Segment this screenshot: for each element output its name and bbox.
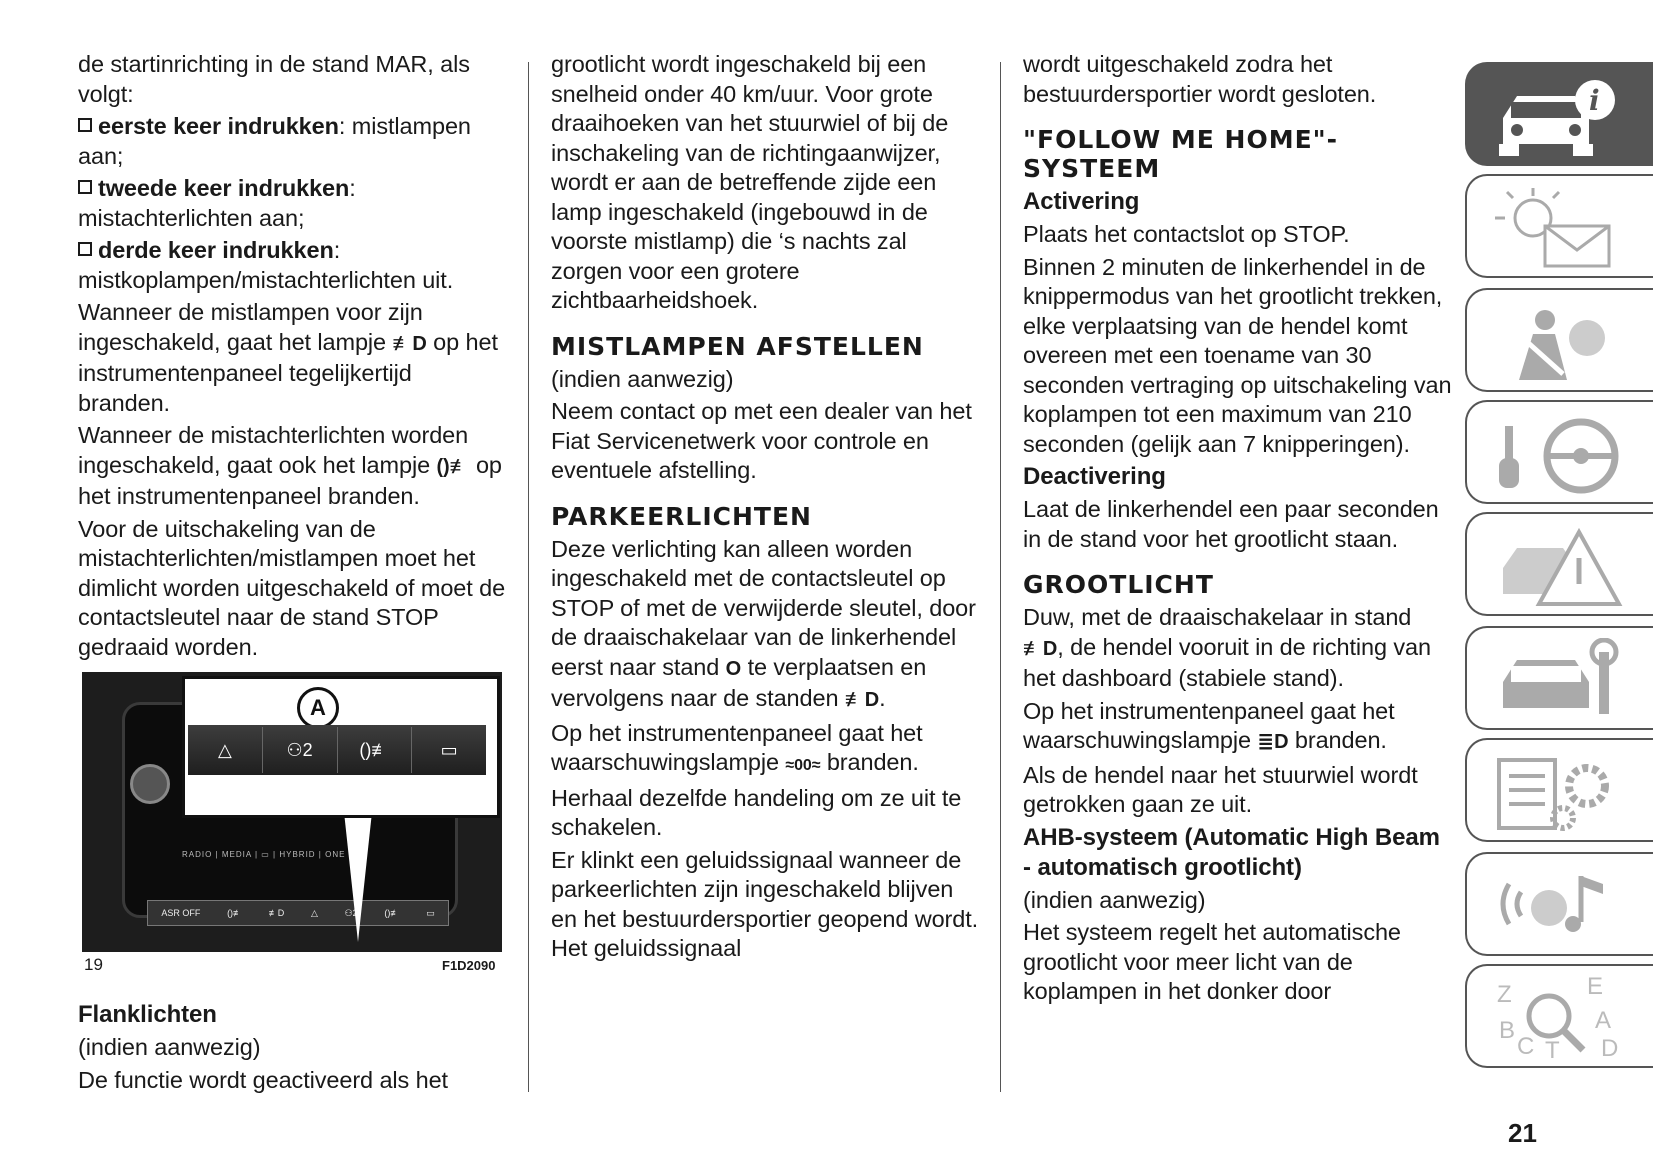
- text: Duw, met de draaischakelaar in stand: [1023, 604, 1412, 630]
- index-letter: E: [1587, 976, 1604, 1000]
- list-item: [78, 174, 508, 233]
- list-item-text: : mistachterlichten aan;: [78, 175, 356, 231]
- column-1: [78, 50, 508, 665]
- hazard-icon: △: [188, 727, 263, 773]
- subheading: AHB-systeem (Automatic High Beam - automatisch grootlicht): [1023, 823, 1440, 881]
- text: op het instrumentenpaneel branden.: [78, 451, 502, 509]
- list-item-text: : mistlampen aan;: [78, 113, 471, 169]
- column-3: [1023, 50, 1453, 1010]
- paragraph: Binnen 2 minuten de linkerhendel in de knippermodus van het grootlicht trekken, elke verplaatsing van de hendel komt overeen met een toename van 30 seconden vertraging op uitschakeling van koplampen tot een maximum van 210 seconden (gelijk aan 7 knipperingen).: [1023, 253, 1452, 457]
- car-info-icon: [1483, 74, 1633, 158]
- paragraph: Laat de linkerhendel een paar seconden in de stand voor het grootlicht staan.: [1023, 496, 1439, 552]
- rear-fog-icon: ()≢: [338, 727, 413, 773]
- tab-index[interactable]: [1465, 964, 1653, 1068]
- text: Op het instrumentenpaneel gaat het waarschuwingslampje: [1023, 697, 1395, 753]
- car-wrench-icon: [1483, 638, 1633, 722]
- paragraph: de startinrichting in de stand MAR, als volgt:: [78, 51, 470, 107]
- list-item-label: derde keer indrukken: [78, 237, 334, 263]
- rear-fog-icon: ()≢: [436, 455, 470, 478]
- tab-starting-driving[interactable]: [1465, 400, 1653, 504]
- text: branden.: [826, 749, 919, 775]
- column-divider: [528, 62, 529, 1092]
- sidelights-icon: ≈00≈: [785, 757, 821, 774]
- index-letter: C: [1517, 1033, 1535, 1060]
- text: Op het instrumentenpaneel gaat het waarschuwingslampje: [551, 719, 923, 775]
- figure-code: F1D2090: [442, 958, 496, 973]
- tab-multimedia[interactable]: [1465, 852, 1653, 956]
- paragraph: Plaats het contactslot op STOP.: [1023, 221, 1350, 247]
- paragraph: Het systeem regelt het automatische grootlicht voor meer licht van de koplampen in het donker door: [1023, 919, 1401, 1004]
- section-heading: MISTLAMPEN AFSTELLEN: [551, 331, 924, 361]
- paragraph: (indien aanwezig): [551, 365, 734, 392]
- paragraph: (indien aanwezig): [1023, 886, 1206, 913]
- column-2: [551, 50, 981, 967]
- tab-maintenance[interactable]: [1465, 626, 1653, 730]
- paragraph: Neem contact op met een dealer van het Fiat Servicenetwerk voor controle en eventuele afstelling.: [551, 398, 972, 483]
- column-1-bottom: [78, 1000, 508, 1098]
- subheading: Flanklichten: [78, 1001, 217, 1028]
- list-item-text: : mistkoplampen/mistachterlichten uit.: [78, 237, 454, 293]
- paragraph: Deze verlichting kan alleen worden ingeschakeld met de contactsleutel op STOP of met de verwijderde sleutel, door de draaischakelaar van de linkerhendel eerst naar stand O te verplaatsen en vervolgens naar de standen ≢D.: [551, 535, 976, 711]
- figure-dashboard: [82, 672, 502, 952]
- seatbelt-airbag-icon: [1483, 300, 1633, 384]
- paragraph: Voor de uitschakeling van de mistachterlichten/mistlampen moet het dimlicht worden uitgeschakeld of moet de contactsleutel naar de stand STOP gedraaid worden.: [78, 515, 506, 660]
- subheading: Activering: [1023, 188, 1140, 215]
- multimedia-icon: [1483, 864, 1633, 948]
- tab-lights-messages[interactable]: [1465, 174, 1653, 278]
- high-beam-icon: ≣D: [1257, 731, 1289, 753]
- rear-window-icon: ▭: [440, 739, 458, 760]
- column-divider: [1000, 62, 1001, 1092]
- paragraph: grootlicht wordt ingeschakeld bij een snelheid onder 40 km/uur. Voor grote draaihoeken van het stuurwiel of bij de inschakeling van de richtingaanwijzer, wordt er aan de betreffende zijde een lamp ingeschakeld (ingebouwd in de voorste mistlamp) die ‘s nachts zal zorgen voor een grotere zichtbaarheidshoek.: [551, 51, 949, 313]
- low-beam-icon: ≢D: [844, 689, 880, 711]
- paragraph: [78, 421, 508, 512]
- asr-off-icon: ASR OFF: [161, 908, 201, 918]
- index-letter: D: [1601, 1035, 1619, 1060]
- figure-inset: [182, 676, 500, 818]
- index-letter: B: [1499, 1017, 1516, 1044]
- section-heading: PARKEERLICHTEN: [551, 501, 812, 531]
- paragraph: Herhaal dezelfde handeling om ze uit te schakelen.: [551, 784, 962, 840]
- callout-label: A: [297, 687, 339, 729]
- button-strip: [147, 900, 449, 926]
- low-beam-icon: ≢D: [1023, 637, 1058, 660]
- index-letter: A: [1595, 1007, 1612, 1034]
- switch-panel: [188, 725, 486, 775]
- text: te verplaatsen en vervolgens naar de standen: [551, 653, 927, 711]
- text: Wanneer de mistachterlichten worden ingeschakeld, gaat ook het lampje: [78, 422, 469, 478]
- text: op het instrumentenpaneel tegelijkertijd branden.: [78, 328, 498, 416]
- tab-safety[interactable]: [1465, 288, 1653, 392]
- tab-car-info[interactable]: [1465, 62, 1653, 166]
- airbag-icon: ⚇2: [344, 907, 358, 918]
- paragraph: [1023, 603, 1453, 694]
- paragraph: Als de hendel naar het stuurwiel wordt getrokken gaan ze uit.: [1023, 761, 1418, 817]
- front-fog-icon: ≢D: [268, 908, 285, 918]
- index-letter: Z: [1497, 981, 1512, 1008]
- list-item-label: tweede keer indrukken: [78, 175, 349, 201]
- document-gears-icon: [1483, 750, 1633, 834]
- warning-lights-icon: [1483, 186, 1633, 270]
- index-search-icon: [1483, 976, 1633, 1060]
- text: , de hendel vooruit in de richting van het dashboard (stabiele stand).: [1023, 633, 1431, 691]
- paragraph: (indien aanwezig): [78, 1034, 261, 1060]
- list-item: [78, 112, 508, 171]
- airbag-icon: ⚇2: [263, 727, 338, 773]
- paragraph: [1023, 697, 1453, 758]
- section-heading: "FOLLOW ME HOME"-SYSTEEM: [1023, 125, 1339, 183]
- svg-text:i: i: [1589, 84, 1600, 117]
- list-item: [78, 236, 508, 295]
- key-steering-icon: [1483, 412, 1633, 496]
- paragraph: Er klinkt een geluidssignaal wanneer de parkeerlichten zijn ingeschakeld blijven en het bestuurdersportier geopend wordt. Het geluidssignaal: [551, 846, 979, 961]
- radio-labels: RADIO | MEDIA | ▭ | HYBRID | ONE: [182, 850, 346, 859]
- text: branden.: [1294, 727, 1387, 753]
- subheading: Deactivering: [1023, 463, 1166, 490]
- list-item-label: eerste keer indrukken: [78, 113, 339, 139]
- paragraph: wordt uitgeschakeld zodra het bestuurdersportier wordt gesloten.: [1023, 51, 1377, 107]
- section-heading: GROOTLICHT: [1023, 570, 1214, 599]
- index-letter: T: [1545, 1037, 1560, 1060]
- hazard-icon: △: [310, 907, 318, 918]
- circle-icon: O: [725, 657, 742, 680]
- figure-number: 19: [84, 955, 103, 974]
- paragraph: [551, 719, 981, 781]
- rear-fog-icon: ()≢: [384, 908, 400, 918]
- page-number: 21: [1508, 1118, 1537, 1148]
- paragraph: De functie wordt geactiveerd als het: [78, 1066, 448, 1093]
- front-fog-icon: ≢D: [392, 332, 427, 355]
- rear-window-icon: ▭: [426, 907, 435, 918]
- callout-wedge: [344, 812, 372, 942]
- knob-icon: [130, 764, 170, 804]
- tab-emergency[interactable]: [1465, 512, 1653, 616]
- text: Wanneer de mistlampen voor zijn ingeschakeld, gaat het lampje: [78, 299, 423, 355]
- rear-fog-icon: ()≢: [227, 908, 243, 918]
- paragraph: [78, 298, 508, 418]
- tab-technical-data[interactable]: [1465, 738, 1653, 842]
- text: Deze verlichting kan alleen worden ingeschakeld met de contactsleutel op STOP of met de verwijderde sleutel, door de draaischakelaar van de linkerhendel eerst naar stand: [551, 535, 976, 680]
- emergency-icon: [1483, 524, 1633, 608]
